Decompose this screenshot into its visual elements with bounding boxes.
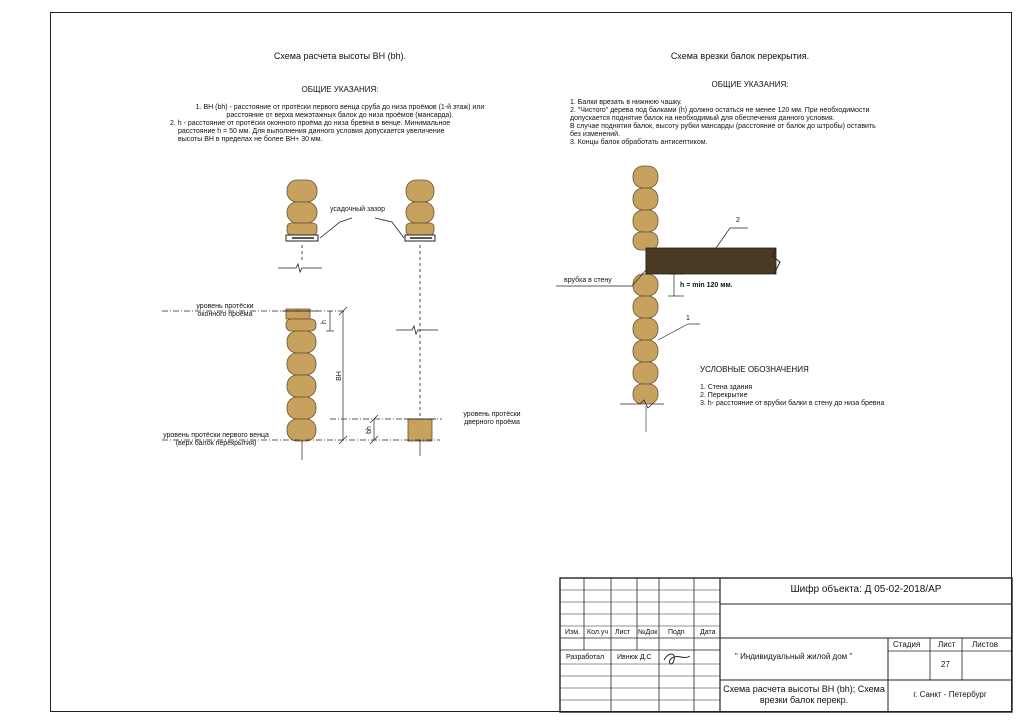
- header-koluch: Кол.уч: [587, 629, 608, 636]
- cut-label: врубка в стену: [564, 277, 612, 284]
- window-level-line1: уровень протёски: [196, 303, 254, 310]
- project-name: " Индивидуальный жилой дом ": [735, 652, 853, 661]
- window-level-line2: оконного проёма: [197, 311, 253, 318]
- legend-item-1: 1. Стена здания: [700, 384, 753, 391]
- door-level-label: [452, 411, 532, 427]
- left-title: Схема расчета высоты ВН (bh).: [273, 51, 407, 61]
- right-wall-top-logs: [405, 180, 435, 241]
- developer-name: Ивнюк Д.С: [617, 654, 652, 661]
- right-note-1: 1. Балки врезать в нижнюю чашку.: [570, 99, 682, 106]
- right-notes: [570, 99, 920, 147]
- vn-dimension-label: ВН: [335, 371, 343, 381]
- drawing-title: [720, 684, 888, 706]
- header-ndok: №Док: [638, 629, 658, 636]
- developer-role: Разработал: [566, 654, 605, 661]
- object-cipher: Шифр объекта: Д 05-02-2018/АР: [790, 584, 942, 595]
- bh-dimension-label: bh: [365, 426, 373, 434]
- signature: [664, 654, 690, 664]
- door-level-line2: дверного проёма: [464, 419, 520, 426]
- first-crown-label: [150, 432, 282, 448]
- floor-beam: [646, 248, 780, 274]
- left-note-2: 2. h - расстояние от протёски оконного проёма до низа бревна в венце. Минимальное: [170, 120, 451, 127]
- left-wall-lower-logs: [282, 309, 318, 441]
- legend-item-2: 2. Перекрытие: [700, 392, 748, 399]
- header-data: Дата: [700, 629, 716, 636]
- left-note-1: 1. ВН (bh) - расстояние от протёски первого венца сруба до низа проёмов (1-й этаж) или: [195, 104, 485, 111]
- legend-list: [700, 384, 884, 408]
- sheet-label: Лист: [938, 640, 956, 649]
- header-podp: Подп: [668, 629, 685, 636]
- left-notes: [170, 104, 510, 144]
- left-note-2c: высоты ВН в пределах не более ВН+ 30 мм.: [178, 136, 323, 143]
- beam-wall-logs: [620, 166, 664, 432]
- stage-label: Стадия: [893, 640, 921, 649]
- left-note-2b: расстояние h = 50 мм. Для выполнения данного условия допускается увеличение: [178, 128, 445, 135]
- right-title: Схема врезки балок перекрытия.: [670, 51, 810, 61]
- callout-2: 2: [736, 217, 740, 224]
- drawing-title-line2: врезки балок перекр.: [759, 695, 849, 705]
- right-general-header: ОБЩИЕ УКАЗАНИЯ:: [711, 80, 789, 89]
- right-note-2c: В случае поднятия балок, высоту рубки мансарды (расстояние от балок до штробы) оставить: [570, 123, 876, 130]
- sheet-number: 27: [941, 660, 950, 669]
- sheets-label: Листов: [972, 640, 998, 649]
- right-note-3: 3. Концы балок обработать антисептиком.: [570, 139, 708, 146]
- left-note-1b: расстояние от верха межэтажных балок до низа проёмов (мансарда).: [226, 112, 454, 119]
- right-note-2: 2. "Чистого" дерева под балками (h) должно остаться не менее 120 мм. При необходимости: [570, 107, 870, 114]
- drawing-title-line1: Схема расчета высоты ВН (bh); Схема: [723, 684, 885, 694]
- first-crown-line2: (верх балок перекрытия): [175, 440, 257, 447]
- first-crown-line1: уровень протёски первого венца: [163, 432, 269, 439]
- right-note-2d: без изменений.: [570, 131, 621, 138]
- h-dimension-label: h: [320, 320, 328, 324]
- callout-1: 1: [686, 315, 690, 322]
- h-min-label: h = min 120 мм.: [680, 282, 733, 289]
- legend-item-3: 3. h- расстояние от врубки балки в стену до низа бревна: [700, 400, 885, 407]
- left-wall-top-logs: [286, 180, 318, 241]
- right-note-2b: допускается поднятие балок на необходимый для обеспечения данного условия.: [570, 115, 835, 122]
- gap-label: усадочный зазор: [330, 206, 385, 213]
- city: г. Санкт - Петербург: [913, 690, 987, 699]
- header-izm: Изм.: [565, 629, 580, 636]
- right-wall-lower-logs: [404, 419, 436, 441]
- window-level-label: [180, 303, 270, 319]
- legend-title: УСЛОВНЫЕ ОБОЗНАЧЕНИЯ: [700, 365, 809, 374]
- left-general-header: ОБЩИЕ УКАЗАНИЯ:: [301, 85, 379, 94]
- header-list: Лист: [615, 629, 631, 636]
- door-level-line1: уровень протёски: [463, 411, 521, 418]
